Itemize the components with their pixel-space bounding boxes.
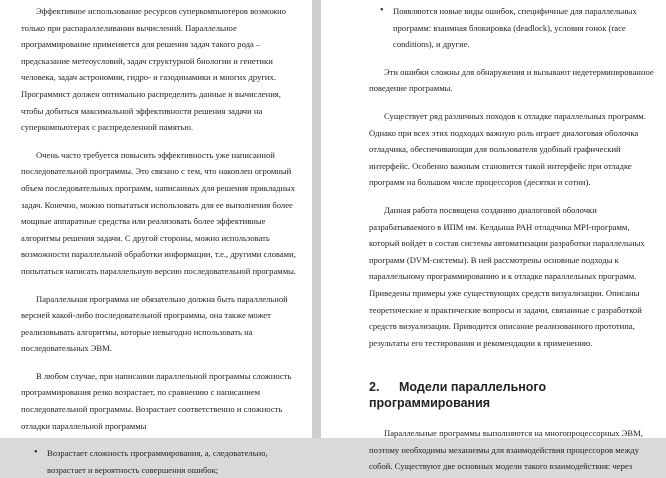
list-item: • Появляются новые виды ошибок, специфичные для параллельных программ: взаимная блокировка (deadlock), условия гонок (race conditions), и другие. xyxy=(393,3,656,53)
bullet-list xyxy=(369,3,656,53)
paragraph: Параллельная программа не обязательно должна быть параллельной версией какой-либо последовательной программы, она также может реализовывать алгоритмы, которые невыгодно использовать на последовательных ЭВМ. xyxy=(21,293,288,354)
bullet-list xyxy=(21,445,298,478)
paragraph: Очень часто требуется повысить эффективность уже написанной последовательной программы. Это связано с тем, что накоплен огромный объем последовательных программ, написанных для решения прикладных задач. Конечно, можно попытаться использовать для ее выполнения более мощные аппаратные средства или реализовать более эффективные алгоритмы решения задачи. С другой стороны, можно использовать возможности параллельной обработки информации, т.е., другими словами, попытаться написать параллельную версию последовательной программы. xyxy=(21,149,297,276)
section-number: 2. xyxy=(369,380,380,395)
right-page xyxy=(321,0,666,472)
paragraph: Эффективное использование ресурсов суперкомпьютеров возможно только при распараллеливании вычислений. Параллельное программирование применяется для решения задач такого рода – предсказание метеоусловий, задач структурной биологии и генетики человека, задач астрономии, гидро- и газодинамики и многих других. Программист должен оптимально распределить данные и вычисления, чтобы добиться максимальной эффективности решения задачи на суперкомпьютерах с распределенной памятью. xyxy=(21,6,287,133)
paragraph: В любом случае, при написании параллельной программы сложность программирования резко возрастает, по сравнению с написанием последовательной программы. Возрастает соответственно и сложность отладки параллельной программы xyxy=(21,370,292,431)
left-page xyxy=(0,0,312,475)
section-title: Модели параллельного программирования xyxy=(369,380,547,411)
section-heading xyxy=(369,379,656,411)
paragraph: Существует ряд различных походов к отладке параллельных программ. Однако при всех этих подходах важную роль играет диалоговая оболочка отладчика, обеспечивающая для пользователя удобный графический интерфейс. Особенно важным становится такой интерфейс при отладке программ на большом числе процессоров (десятки и сотни). xyxy=(369,110,646,188)
list-item: • Возрастает сложность программирования, а, следовательно, возрастает и вероятность совершения ошибок; xyxy=(47,445,298,478)
page-gap xyxy=(312,0,321,438)
paragraph: Эти ошибки сложны для обнаружения и вызывают недетерминированное поведение программы. xyxy=(369,66,654,94)
paragraph: Данная работа посвящена созданию диалоговой оболочки разрабатываемого в ИПМ им. Келдыша РАН отладчика MPI-программ, который войдет в состав системы автоматизации разработки параллельных программ (DVM-системы). В ней рассмотрены основные подходы к параллельному программированию и к отладке параллельных программ. Приведены примеры уже существующих средств визуализации. Описаны теоретические и практические вопросы и задачи, связанные с разработкой средств визуализации. Приводится описание реализованного прототипа, результаты его тестирования и рекомендации к применению. xyxy=(369,204,645,348)
paragraph: Параллельные программы выполняются на многопроцессорных ЭВМ, поэтому необходимы механизмы для взаимодействия процессоров между собой. Существуют две основных модели такого взаимодействия: через xyxy=(369,428,643,472)
